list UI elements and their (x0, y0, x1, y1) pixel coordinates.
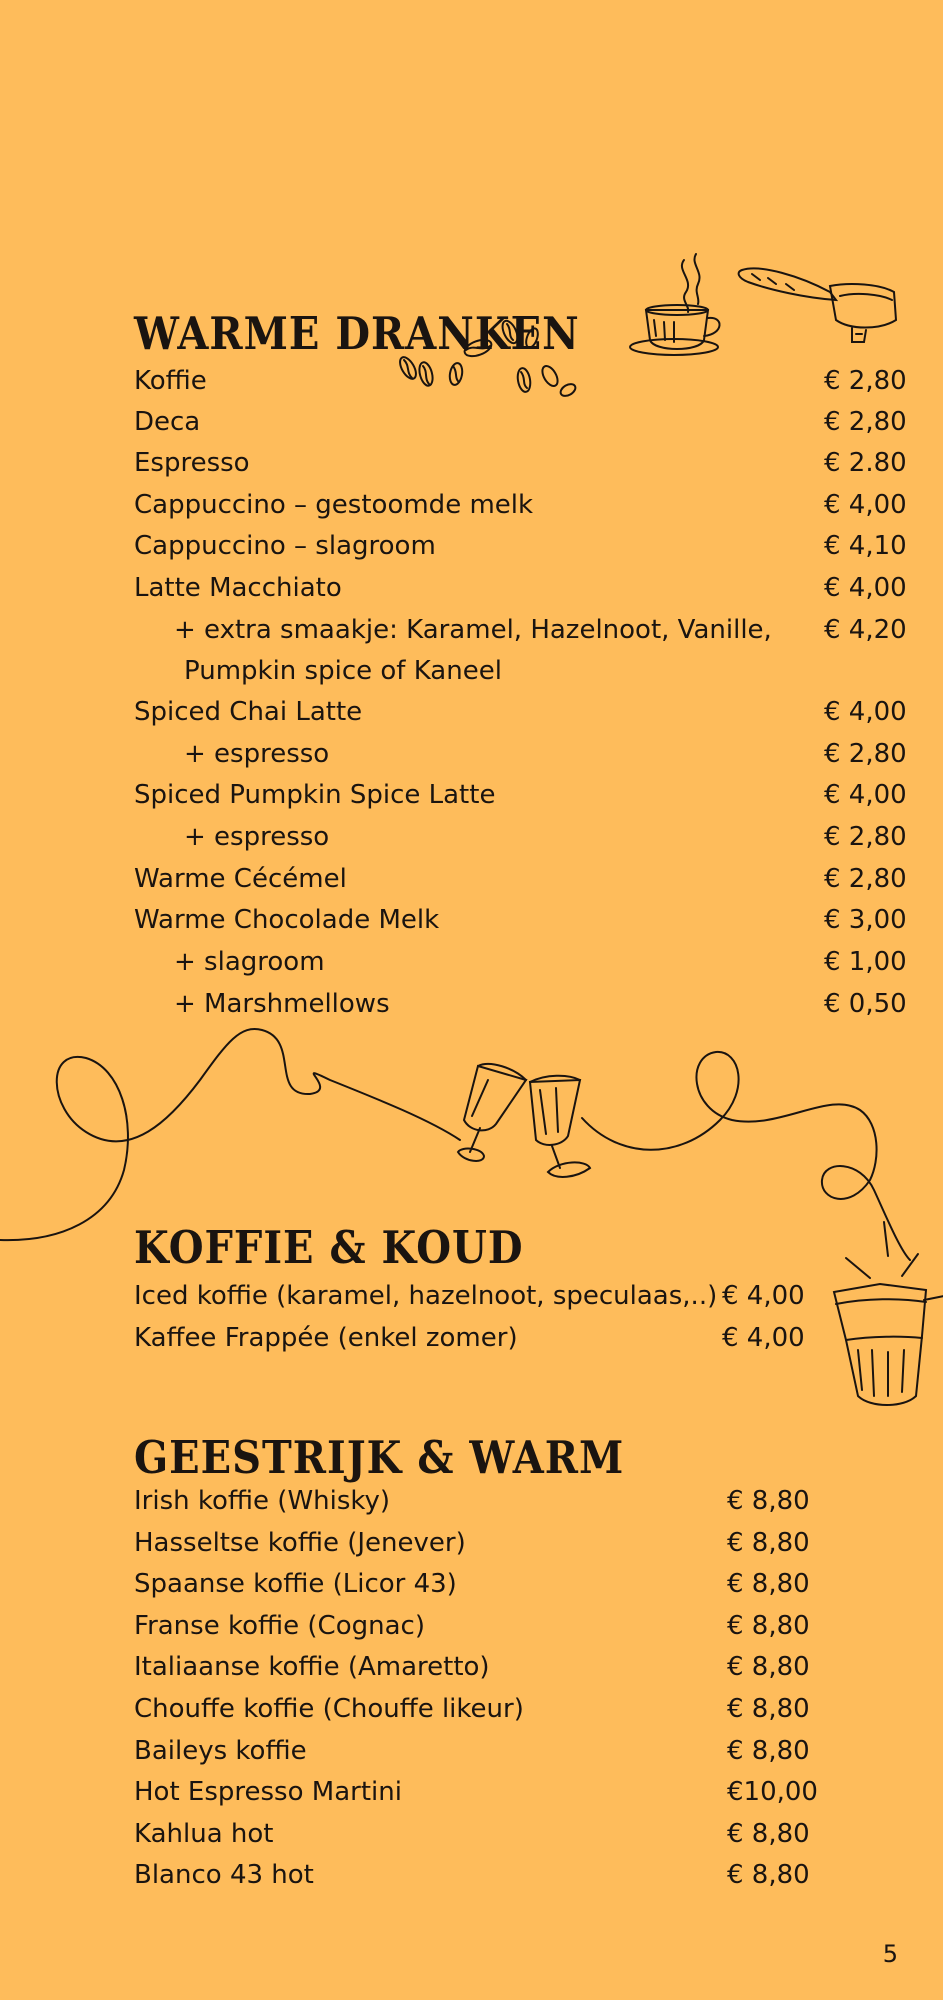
menu-item-option (134, 984, 914, 1024)
item-price: € 3,00 (824, 905, 907, 935)
item-price: € 8,80 (727, 1528, 810, 1558)
item-name: Italiaanse koffie (Amaretto) (134, 1652, 490, 1682)
item-name: + espresso (184, 739, 330, 769)
item-name: Franse koffie (Cognac) (134, 1611, 425, 1641)
coffee-cup-icon (630, 254, 720, 355)
item-price: € 2,80 (824, 822, 907, 852)
item-price: € 2.80 (824, 448, 907, 478)
menu-item (134, 1855, 834, 1895)
item-name: + espresso (184, 822, 330, 852)
item-name: Hot Espresso Martini (134, 1777, 402, 1807)
portafilter-icon (739, 268, 896, 342)
item-name: Hasseltse koffie (Jenever) (134, 1528, 466, 1558)
section-title-koffie-koud: KOFFIE & KOUD (134, 1221, 524, 1275)
section-title-warme-dranken: WARME DRANKEN (134, 307, 580, 361)
item-name: Kaffee Frappée (enkel zomer) (134, 1323, 518, 1353)
menu-item-option (134, 734, 914, 774)
item-price: € 2,80 (824, 407, 907, 437)
menu-item-option (134, 942, 914, 982)
menu-item (134, 859, 914, 899)
item-price: € 2,80 (824, 366, 907, 396)
menu-item (134, 361, 914, 401)
item-price: € 4,00 (722, 1323, 805, 1353)
item-name: Spiced Chai Latte (134, 697, 363, 727)
item-price: € 4,00 (722, 1281, 805, 1311)
item-price: € 0,50 (824, 989, 907, 1019)
item-price: € 8,80 (727, 1819, 810, 1849)
item-price: € 4,10 (824, 531, 907, 561)
item-name: Latte Macchiato (134, 573, 342, 603)
item-name: Spaanse koffie (Licor 43) (134, 1569, 457, 1599)
menu-item (134, 1731, 834, 1771)
menu-item (134, 1276, 834, 1316)
item-price: € 4,00 (824, 697, 907, 727)
item-price: €10,00 (727, 1777, 818, 1807)
item-name: Deca (134, 407, 201, 437)
menu-item (134, 1772, 834, 1812)
menu-item (134, 402, 914, 442)
menu-item (134, 1814, 834, 1854)
item-price: € 8,80 (727, 1486, 810, 1516)
menu-item-option (134, 610, 914, 650)
item-price: € 8,80 (727, 1569, 810, 1599)
item-price: € 4,00 (824, 490, 907, 520)
item-name: Blanco 43 hot (134, 1860, 314, 1890)
item-name: Iced koffie (karamel, hazelnoot, speculaas,..) (134, 1281, 718, 1311)
menu-item (134, 900, 914, 940)
item-name: Baileys koffie (134, 1736, 307, 1766)
iced-coffee-glass-icon (834, 1222, 943, 1405)
item-price: € 8,80 (727, 1860, 810, 1890)
item-price: € 8,80 (727, 1736, 810, 1766)
menu-item (134, 1647, 834, 1687)
item-price: € 4,00 (824, 780, 907, 810)
menu-item (134, 526, 914, 566)
menu-item (134, 1318, 834, 1358)
item-name: Espresso (134, 448, 250, 478)
item-name: + extra smaakje: Karamel, Hazelnoot, Vanille, (174, 615, 772, 645)
menu-item (134, 1564, 834, 1604)
menu-item (134, 568, 914, 608)
item-name: Warme Chocolade Melk (134, 905, 440, 935)
item-price: € 8,80 (727, 1652, 810, 1682)
menu-item (134, 443, 914, 483)
item-price: € 1,00 (824, 947, 907, 977)
menu-item (134, 1606, 834, 1646)
item-name: + Marshmellows (174, 989, 390, 1019)
item-price: € 8,80 (727, 1611, 810, 1641)
menu-item-option (134, 817, 914, 857)
menu-item (134, 775, 914, 815)
item-name: Koffie (134, 366, 207, 396)
item-name: + slagroom (174, 947, 325, 977)
menu-item (134, 1481, 834, 1521)
item-name: Warme Cécémel (134, 864, 347, 894)
menu-item (134, 1689, 834, 1729)
item-name: Kahlua hot (134, 1819, 274, 1849)
item-name: Irish koffie (Whisky) (134, 1486, 391, 1516)
menu-item (134, 692, 914, 732)
page-number: 5 (882, 1940, 898, 1968)
item-name: Pumpkin spice of Kaneel (184, 656, 502, 686)
item-name: Cappuccino – gestoomde melk (134, 490, 534, 520)
item-name: Spiced Pumpkin Spice Latte (134, 780, 496, 810)
item-name: Chouffe koffie (Chouffe likeur) (134, 1694, 524, 1724)
item-price: € 4,20 (824, 615, 907, 645)
item-name: Cappuccino – slagroom (134, 531, 436, 561)
menu-item (134, 1523, 834, 1563)
item-price: € 8,80 (727, 1694, 810, 1724)
item-price: € 2,80 (824, 864, 907, 894)
menu-item (134, 485, 914, 525)
item-price: € 2,80 (824, 739, 907, 769)
item-price: € 4,00 (824, 573, 907, 603)
menu-item-option (134, 651, 914, 691)
section-title-geestrijk-warm: GEESTRIJK & WARM (134, 1431, 625, 1485)
